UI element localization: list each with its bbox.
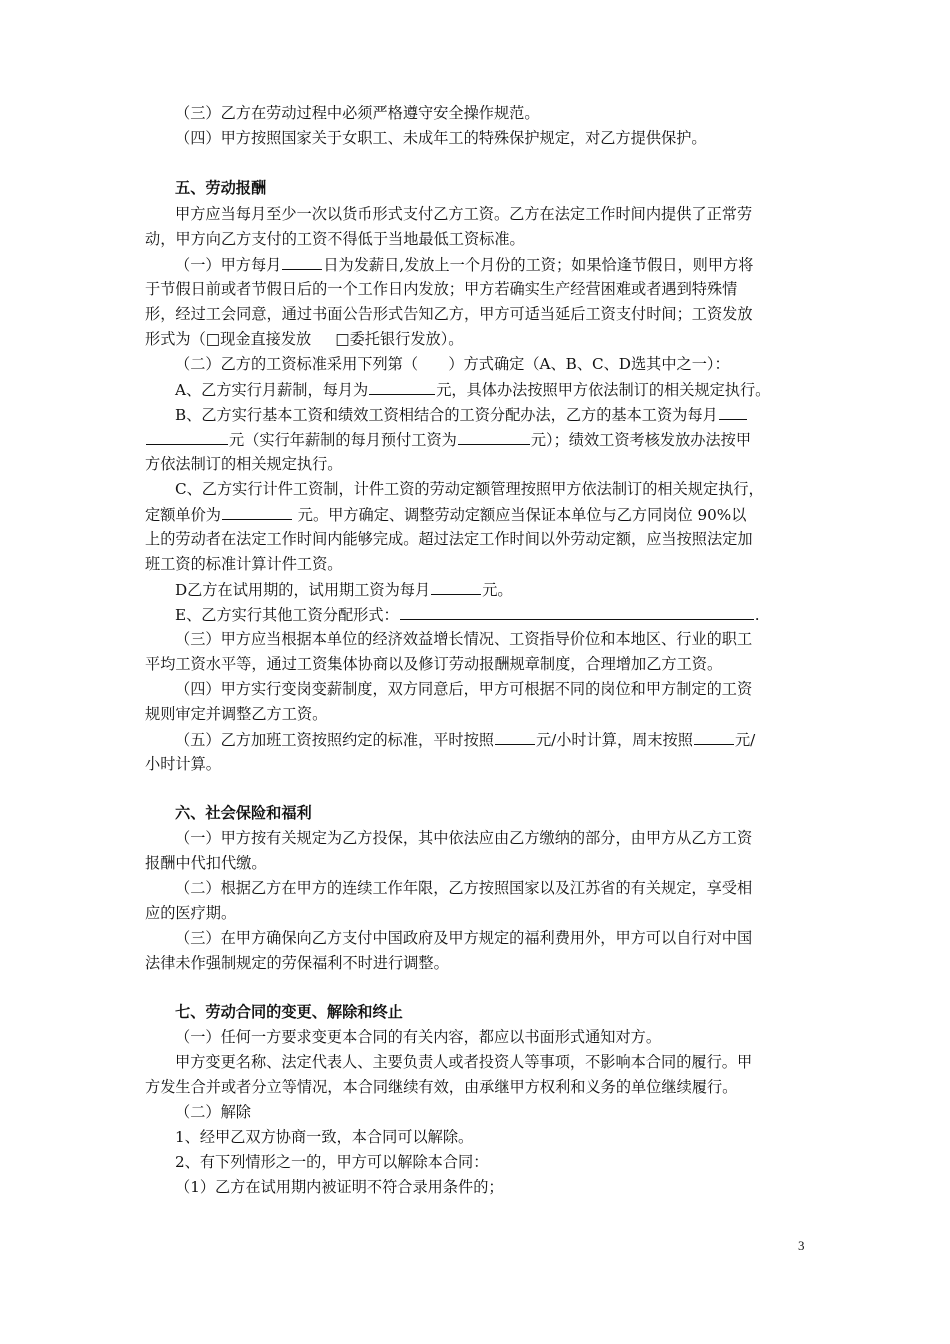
fill-blank xyxy=(719,404,747,420)
paragraph-line: （一）甲方按有关规定为乙方投保，其中依法应由乙方缴纳的部分，由甲方从乙方工资 xyxy=(175,829,753,847)
paragraph-line: 甲方应当每月至少一次以货币形式支付乙方工资。乙方在法定工作时间内提供了正常劳 xyxy=(175,205,753,223)
paragraph-line: 小时计算。 xyxy=(145,755,221,773)
text-fragment: 元。 xyxy=(482,581,513,599)
paragraph-line: （四）甲方实行变岗变薪制度，双方同意后，甲方可根据不同的岗位和甲方制定的工资 xyxy=(175,680,753,698)
paragraph-line: （一）任何一方要求变更本合同的有关内容，都应以书面形式通知对方。 xyxy=(175,1028,661,1046)
paragraph-line xyxy=(145,429,751,450)
paragraph-line: 报酬中代扣代缴。 xyxy=(145,854,267,872)
fill-blank xyxy=(222,504,292,520)
paragraph-line: 上的劳动者在法定工作时间内能够完成。超过法定工作时间以外劳动定额，应当按照法定加 xyxy=(145,530,753,548)
paragraph-line xyxy=(175,379,770,400)
fill-blank xyxy=(146,429,228,445)
section-heading: 五、劳动报酬 xyxy=(175,179,267,197)
section-heading: 六、社会保险和福利 xyxy=(175,804,312,822)
paragraph-line: （二）解除 xyxy=(175,1103,251,1121)
paragraph-line: （二）乙方的工资标准采用下列第（ ）方式确定（A、B、C、D选其中之一）： xyxy=(175,355,730,373)
paragraph-line: 甲方变更名称、法定代表人、主要负责人或者投资人等事项，不影响本合同的履行。甲 xyxy=(175,1053,753,1071)
fill-blank xyxy=(400,604,754,620)
text-fragment: 元，具体办法按照甲方依法制订的相关规定执行。 xyxy=(436,381,771,399)
text-fragment: E、乙方实行其他工资分配形式： xyxy=(175,606,399,624)
fill-blank xyxy=(694,729,734,745)
paragraph-line: （三）乙方在劳动过程中必须严格遵守安全操作规范。 xyxy=(175,104,540,122)
paragraph-line: 班工资的标准计算计件工资。 xyxy=(145,555,343,573)
text-fragment: 形式为（□现金直接发放 xyxy=(145,330,312,348)
paragraph-line xyxy=(175,604,760,625)
text-fragment: 定额单价为 xyxy=(145,506,221,524)
paragraph-line: C、乙方实行计件工资制，计件工资的劳动定额管理按照甲方依法制订的相关规定执行， xyxy=(175,480,764,498)
paragraph-line xyxy=(175,729,755,750)
paragraph-line: （1）乙方在试用期内被证明不符合录用条件的； xyxy=(175,1178,504,1196)
text-fragment: （五）乙方加班工资按照约定的标准，平时按照 xyxy=(175,731,494,749)
paragraph-line: 规则审定并调整乙方工资。 xyxy=(145,705,328,723)
text-fragment: 元（实行年薪制的每月预付工资为 xyxy=(229,431,457,449)
text-fragment: 日为发薪日,发放上一个月份的工资；如果恰逢节假日，则甲方将 xyxy=(323,256,754,274)
paragraph-line xyxy=(145,504,746,525)
paragraph-line xyxy=(175,404,748,425)
paragraph-line: 法律未作强制规定的劳保福利不时进行调整。 xyxy=(145,954,449,972)
fill-blank xyxy=(282,254,322,270)
paragraph-line: 平均工资水平等，通过工资集体协商以及修订劳动报酬规章制度，合理增加乙方工资。 xyxy=(145,655,723,673)
paragraph-line: （四）甲方按照国家关于女职工、未成年工的特殊保护规定，对乙方提供保护。 xyxy=(175,129,707,147)
fill-blank xyxy=(369,379,435,395)
text-fragment: B、乙方实行基本工资和绩效工资相结合的工资分配办法，乙方的基本工资为每月 xyxy=(175,406,718,424)
text-fragment: 元/小时计算，周末按照 xyxy=(535,731,693,749)
text-fragment: 元/ xyxy=(734,731,756,749)
paragraph-line: 方依法制订的相关规定执行。 xyxy=(145,455,343,473)
section-heading: 七、劳动合同的变更、解除和终止 xyxy=(175,1003,403,1021)
paragraph-line: （三）甲方应当根据本单位的经济效益增长情况、工资指导价位和本地区、行业的职工 xyxy=(175,630,753,648)
text-fragment: D乙方在试用期的，试用期工资为每月 xyxy=(175,581,431,599)
fill-blank xyxy=(458,429,530,445)
text-fragment: A、乙方实行月薪制，每月为 xyxy=(175,381,369,399)
paragraph-line: 应的医疗期。 xyxy=(145,904,237,922)
text-fragment: □委托银行发放）。 xyxy=(335,330,464,348)
page-number: 3 xyxy=(798,1238,805,1253)
text-fragment: 元。甲方确定、调整劳动定额应当保证本单位与乙方同岗位 90%以 xyxy=(297,506,747,524)
paragraph-line: 动，甲方向乙方支付的工资不得低于当地最低工资标准。 xyxy=(145,230,525,248)
paragraph-line: 1、经甲乙双方协商一致，本合同可以解除。 xyxy=(175,1128,474,1146)
text-fragment: . xyxy=(754,606,760,624)
paragraph-line: 2、有下列情形之一的，甲方可以解除本合同： xyxy=(175,1153,489,1171)
paragraph-line xyxy=(175,254,753,275)
text-fragment: 元）；绩效工资考核发放办法按甲 xyxy=(530,431,752,449)
fill-blank xyxy=(495,729,535,745)
paragraph-line: （二）根据乙方在甲方的连续工作年限，乙方按照国家以及江苏省的有关规定，享受相 xyxy=(175,879,753,897)
paragraph-line: 形，经过工会同意，通过书面公告形式告知乙方，甲方可适当延后工资支付时间；工资发放 xyxy=(145,305,753,323)
text-fragment: （一）甲方每月 xyxy=(175,256,282,274)
paragraph-line xyxy=(175,579,513,600)
paragraph-line: （三）在甲方确保向乙方支付中国政府及甲方规定的福利费用外，甲方可以自行对中国 xyxy=(175,929,753,947)
fill-blank xyxy=(431,579,481,595)
paragraph-line: 于节假日前或者节假日后的一个工作日内发放；甲方若确实生产经营困难或者遇到特殊情 xyxy=(145,280,738,298)
paragraph-line: 方发生合并或者分立等情况，本合同继续有效，由承继甲方权利和义务的单位继续履行。 xyxy=(145,1078,738,1096)
paragraph-line xyxy=(145,329,463,349)
